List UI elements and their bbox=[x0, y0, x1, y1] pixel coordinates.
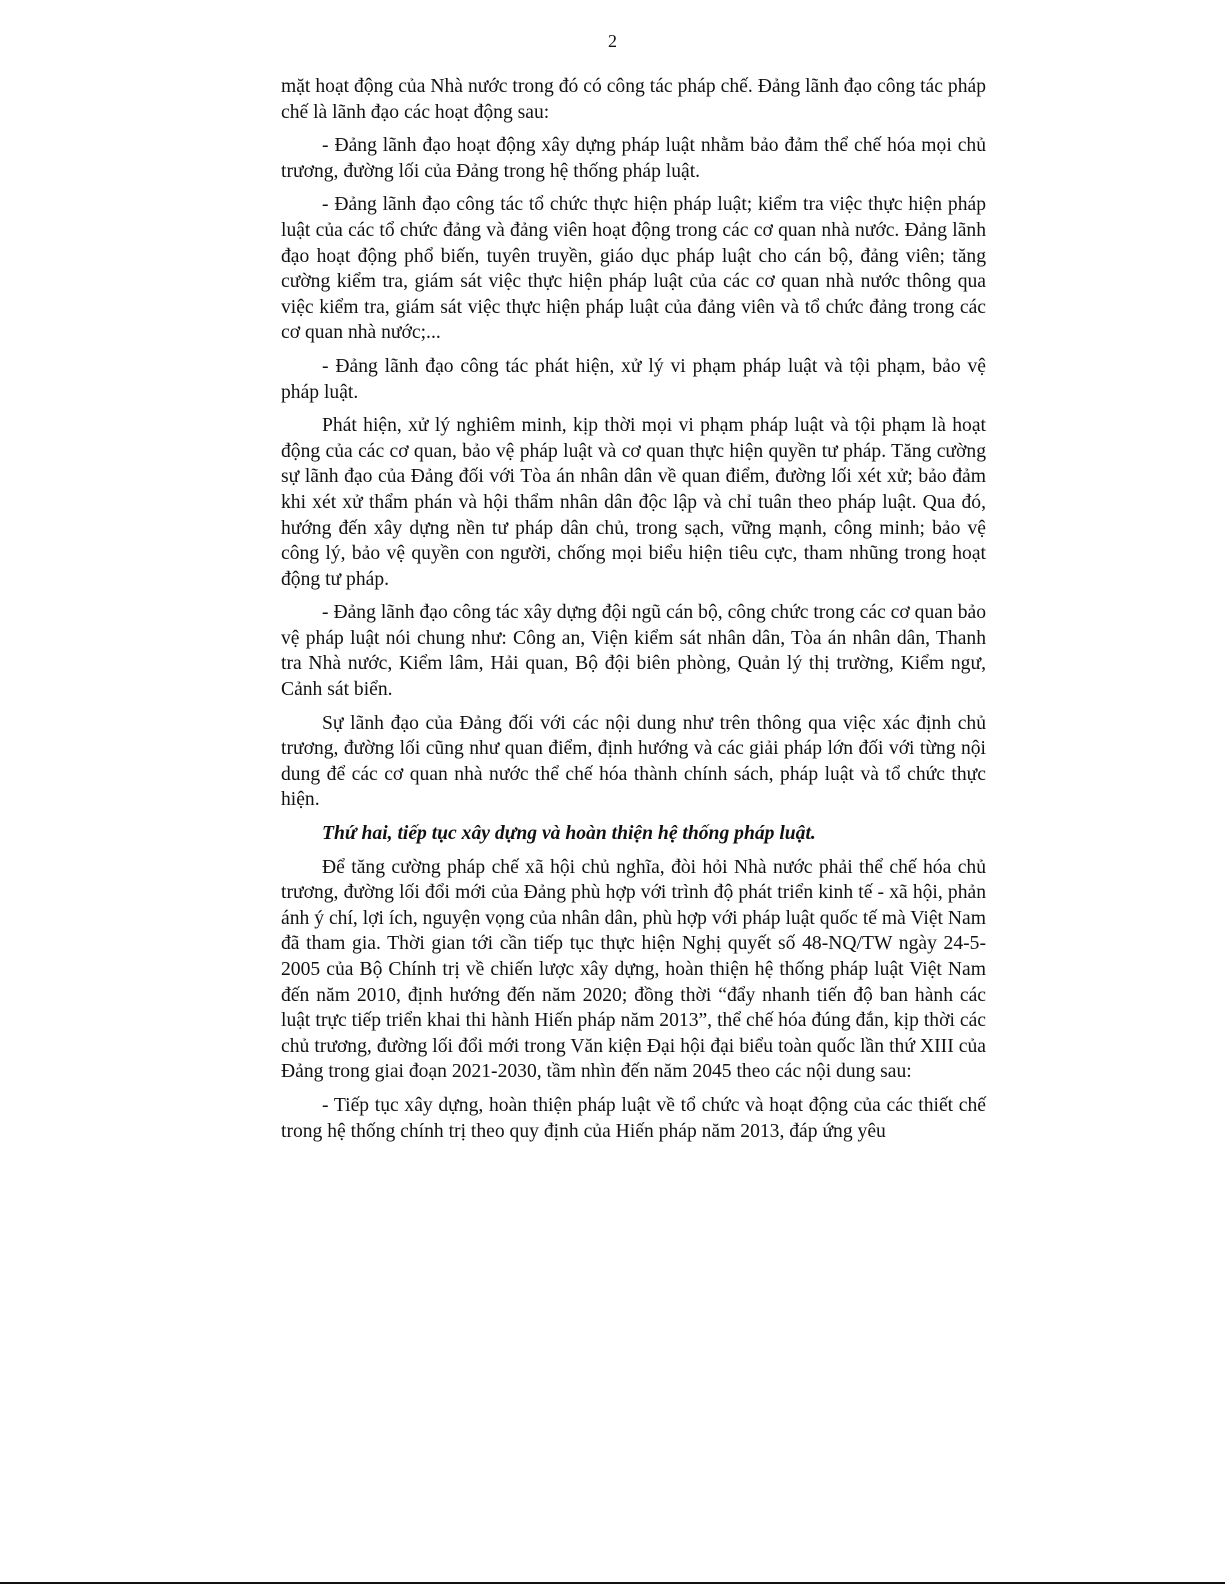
section-heading: Thứ hai, tiếp tục xây dựng và hoàn thiện hệ thống pháp luật. bbox=[322, 823, 816, 845]
paragraph: - Đảng lãnh đạo hoạt động xây dựng pháp luật nhằm bảo đảm thể chế hóa mọi chủ trương, đường lối của Đảng trong hệ thống pháp luật. bbox=[281, 135, 986, 182]
paragraph: - Đảng lãnh đạo công tác xây dựng đội ngũ cán bộ, công chức trong các cơ quan bảo vệ pháp luật nói chung như: Công an, Viện kiểm sát nhân dân, Tòa án nhân dân, Thanh tra Nhà nước, Kiểm lâm, Hải quan, Bộ đội biên phòng, Quản lý thị trường, Kiểm ngư, Cảnh sát biển. bbox=[281, 602, 986, 701]
bottom-divider bbox=[0, 1582, 1225, 1584]
paragraph: - Đảng lãnh đạo công tác tổ chức thực hiện pháp luật; kiểm tra việc thực hiện pháp luật của các tổ chức đảng và đảng viên hoạt động trong các cơ quan nhà nước. Đảng lãnh đạo hoạt động phổ biến, tuyên truyền, giáo dục pháp luật cho cán bộ, đảng viên; tăng cường kiểm tra, giám sát việc thực hiện pháp luật của các cơ quan nhà nước thông qua việc kiểm tra, giám sát việc thực hiện pháp luật của đảng viên và tổ chức đảng trong các cơ quan nhà nước;... bbox=[281, 194, 986, 344]
paragraph: - Tiếp tục xây dựng, hoàn thiện pháp luật về tổ chức và hoạt động của các thiết chế trong hệ thống chính trị theo quy định của Hiến pháp năm 2013, đáp ứng yêu bbox=[281, 1094, 986, 1142]
paragraph: - Đảng lãnh đạo công tác phát hiện, xử lý vi phạm pháp luật và tội phạm, bảo vệ pháp luật. bbox=[281, 355, 986, 403]
paragraph: mặt hoạt động của Nhà nước trong đó có công tác pháp chế. Đảng lãnh đạo công tác pháp chế là lãnh đạo các hoạt động sau: bbox=[281, 76, 986, 123]
page-number: 2 bbox=[608, 31, 617, 51]
paragraph: Sự lãnh đạo của Đảng đối với các nội dung như trên thông qua việc xác định chủ trương, đường lối cũng như quan điểm, định hướng và các giải pháp lớn đối với từng nội dung để các cơ quan nhà nước thể chế hóa thành chính sách, pháp luật và tổ chức thực hiện. bbox=[281, 712, 986, 811]
document-body bbox=[281, 74, 986, 1152]
paragraph: Phát hiện, xử lý nghiêm minh, kịp thời mọi vi phạm pháp luật và tội phạm là hoạt động của các cơ quan, bảo vệ pháp luật và cơ quan thực hiện quyền tư pháp. Tăng cường sự lãnh đạo của Đảng đối với Tòa án nhân dân về quan điểm, đường lối xét xử; bảo đảm khi xét xử thẩm phán và hội thẩm nhân dân độc lập và chỉ tuân theo pháp luật. Qua đó, hướng đến xây dựng nền tư pháp dân chủ, trong sạch, vững mạnh, công minh; bảo vệ công lý, bảo vệ quyền con người, chống mọi biểu hiện tiêu cực, tham nhũng trong hoạt động tư pháp. bbox=[281, 415, 986, 590]
paragraph: Để tăng cường pháp chế xã hội chủ nghĩa, đòi hỏi Nhà nước phải thể chế hóa chủ trương, đường lối đổi mới của Đảng phù hợp với trình độ phát triển kinh tế - xã hội, phản ánh ý chí, lợi ích, nguyện vọng của nhân dân, phù hợp với pháp luật quốc tế mà Việt Nam đã tham gia. Thời gian tới cần tiếp tục thực hiện Nghị quyết số 48-NQ/TW ngày 24-5-2005 của Bộ Chính trị về chiến lược xây dựng, hoàn thiện hệ thống pháp luật Việt Nam đến năm 2010, định hướng đến năm 2020; đồng thời “đẩy nhanh tiến độ ban hành các luật trực tiếp triển khai thi hành Hiến pháp năm 2013”, thể chế hóa đúng đắn, kịp thời các chủ trương, đường lối đổi mới trong Văn kiện Đại hội đại biểu toàn quốc lần thứ XIII của Đảng trong giai đoạn 2021-2030, tầm nhìn đến năm 2045 theo các nội dung sau: bbox=[281, 856, 986, 1083]
